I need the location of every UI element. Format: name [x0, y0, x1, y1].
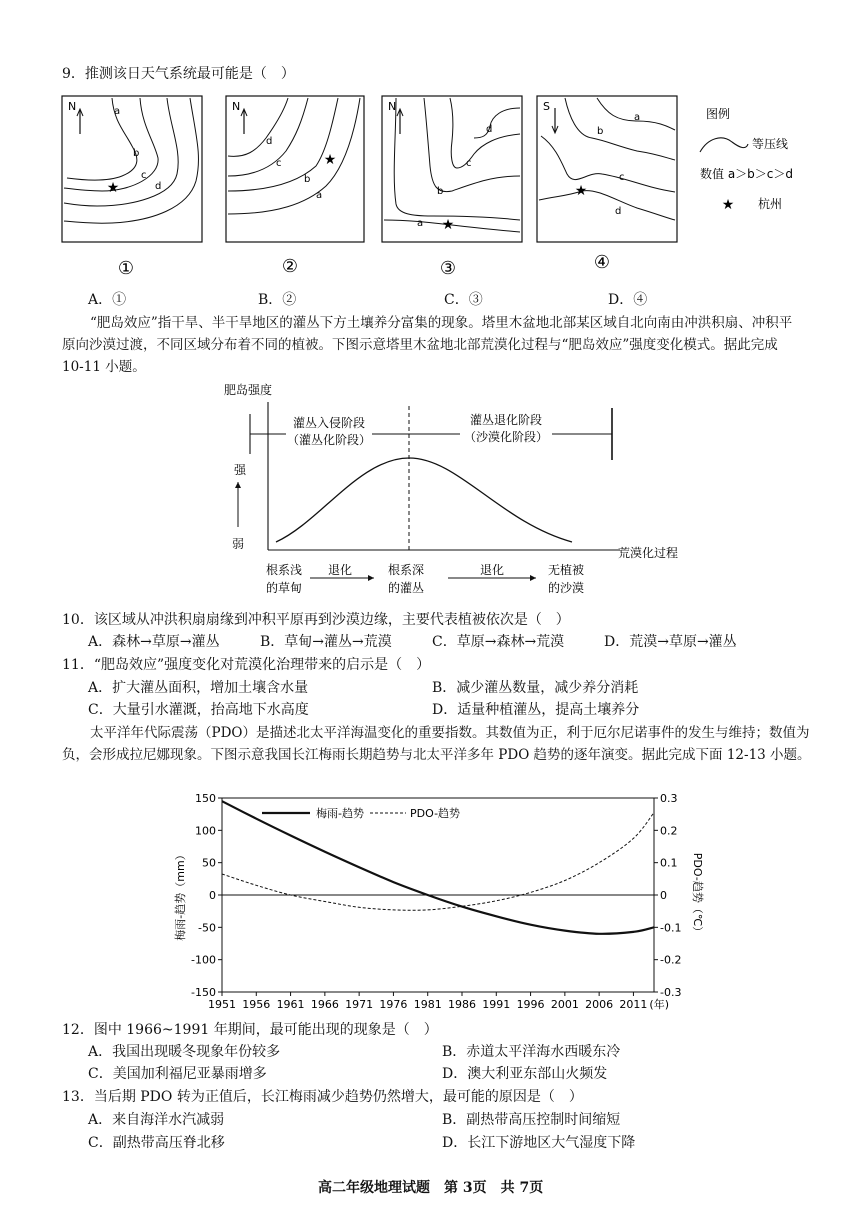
q11-option-b: B．减少灌丛数量，减少养分消耗 — [432, 680, 639, 696]
q9-stem: 9．推测该日天气系统最可能是（ ） — [62, 66, 295, 82]
svg-text:灌丛入侵阶段: 灌丛入侵阶段 — [292, 416, 366, 430]
svg-text:d: d — [266, 136, 273, 147]
page-footer: 高二年级地理试题 第 3页 共 7页 — [318, 1180, 544, 1196]
left-tick-label: 50 — [202, 856, 216, 870]
svg-text:荒漠化过程: 荒漠化过程 — [618, 546, 679, 560]
q12-option-d: D．澳大利亚东部山火频发 — [442, 1066, 608, 1082]
right-tick-label: 0 — [660, 889, 667, 902]
svg-text:退化: 退化 — [480, 563, 505, 577]
x-tick-label: 2001 — [550, 998, 579, 1011]
star-icon: ★ — [441, 217, 455, 233]
svg-text:a: a — [316, 190, 323, 201]
svg-text:④: ④ — [593, 252, 611, 273]
q10-option-c: C．草原→森林→荒漠 — [432, 634, 565, 650]
svg-text:b: b — [437, 186, 444, 197]
q12-option-c: C．美国加利福尼亚暴雨增多 — [88, 1066, 267, 1082]
right-axis — [654, 792, 681, 999]
map-legend — [700, 106, 793, 213]
svg-text:c: c — [276, 158, 282, 169]
svg-text:a: a — [417, 218, 424, 229]
x-tick-label: 1986 — [448, 998, 476, 1011]
q12-option-b: B．赤道太平洋海水西暖东冷 — [442, 1044, 621, 1060]
x-tick-label: 2006 — [585, 998, 614, 1011]
q11-option-d: D．适量种植灌丛，提高土壤养分 — [432, 702, 640, 718]
q9-option-b: B．② — [258, 292, 297, 308]
q13-stem: 13．当后期 PDO 转为正值后，长江梅雨减少趋势仍然增大，最可能的原因是（ ） — [62, 1089, 583, 1105]
x-unit-label: (年) — [649, 998, 670, 1011]
svg-text:a: a — [114, 106, 121, 117]
svg-text:等压线: 等压线 — [752, 137, 789, 151]
svg-text:（灌丛化阶段）: （灌丛化阶段） — [286, 433, 372, 447]
svg-text:c: c — [141, 170, 147, 181]
svg-text:的草甸: 的草甸 — [266, 581, 303, 595]
svg-text:根系深: 根系深 — [388, 563, 425, 577]
x-tick-label: 1966 — [310, 998, 339, 1011]
svg-text:灌丛退化阶段: 灌丛退化阶段 — [469, 413, 543, 427]
x-axis — [208, 992, 669, 1011]
q13-option-a: A．来自海洋水汽减弱 — [88, 1112, 225, 1128]
map-2 — [226, 96, 364, 242]
right-tick-label: 0.3 — [660, 792, 678, 805]
fertile-island-figure — [220, 382, 700, 604]
map-1 — [62, 96, 202, 242]
fertile-island-curve — [276, 458, 572, 542]
left-tick-label: 0 — [209, 889, 216, 902]
series-meiyu-trend — [222, 801, 654, 934]
star-icon: ★ — [106, 180, 120, 196]
legend-pdo-label: PDO-趋势 — [410, 807, 461, 820]
svg-text:S: S — [543, 100, 550, 113]
x-tick-label: 1961 — [276, 998, 305, 1011]
left-tick-label: 100 — [195, 824, 216, 838]
right-tick-label: 0.2 — [660, 824, 678, 838]
chart-legend — [262, 806, 460, 820]
svg-text:c: c — [466, 158, 472, 169]
svg-text:的灌丛: 的灌丛 — [388, 581, 425, 595]
q13-option-b: B．副热带高压控制时间缩短 — [442, 1112, 621, 1128]
ylabel-right: PDO-趋势（℃） — [691, 852, 704, 938]
q10-stem: 10．该区域从冲洪积扇扇缘到冲积平原再到沙漠边缘，主要代表植被依次是（ ） — [62, 612, 570, 628]
left-tick-label: -150 — [191, 986, 216, 999]
isobar-legend-icon — [700, 138, 748, 152]
q9-option-c: C．③ — [444, 292, 483, 308]
right-tick-label: -0.1 — [660, 921, 682, 935]
svg-text:N: N — [388, 100, 397, 113]
x-tick-label: 1976 — [379, 998, 408, 1011]
svg-text:数值 a＞b＞c＞d: 数值 a＞b＞c＞d — [700, 167, 794, 181]
map-3 — [382, 96, 522, 242]
svg-text:b: b — [304, 174, 311, 185]
q9-option-d: D．④ — [608, 292, 648, 308]
legend-meiyu-label: 梅雨-趋势 — [316, 807, 364, 820]
q9-option-a: A．① — [88, 292, 127, 308]
svg-text:②: ② — [281, 256, 299, 277]
x-tick-label: 1996 — [516, 998, 545, 1011]
svg-text:强: 强 — [234, 463, 247, 477]
q10-option-d: D．荒漠→草原→灌丛 — [604, 634, 737, 650]
svg-text:根系浅: 根系浅 — [266, 563, 303, 577]
q10-option-a: A．森林→草原→灌丛 — [88, 634, 220, 650]
svg-text:c: c — [619, 172, 625, 183]
meiyu-pdo-chart — [170, 790, 710, 1020]
left-axis — [191, 792, 222, 999]
intro-pdo: 太平洋年代际震荡（PDO）是描述北太平洋海温变化的重要指数。其数值为正，利于厄尔尼诺事件的发生与维持；数值为负，会形成拉尼娜现象。下图示意我国长江梅雨长期趋势与北太平洋多年 PDO 趋势的逐年演变。据此完成下面 12-13 小题。 — [62, 725, 811, 763]
svg-text:退化: 退化 — [328, 563, 353, 577]
svg-text:弱: 弱 — [232, 537, 245, 551]
left-tick-label: 150 — [195, 792, 216, 805]
q11-stem: 11．“肥岛效应”强度变化对荒漠化治理带来的启示是（ ） — [62, 657, 431, 673]
q11-option-a: A．扩大灌丛面积，增加土壤含水量 — [88, 680, 309, 696]
svg-text:b: b — [133, 148, 140, 159]
svg-text:a: a — [634, 112, 641, 123]
svg-text:d: d — [155, 181, 162, 192]
right-tick-label: 0.1 — [660, 856, 678, 870]
svg-text:（沙漠化阶段）: （沙漠化阶段） — [463, 430, 549, 444]
x-tick-label: 2011 — [619, 998, 648, 1011]
q13-option-d: D．长江下游地区大气湿度下降 — [442, 1135, 636, 1151]
x-tick-label: 1951 — [208, 998, 236, 1011]
q12-option-a: A．我国出现暖冬现象年份较多 — [88, 1044, 281, 1060]
svg-text:的沙漠: 的沙漠 — [548, 581, 585, 595]
q9-maps — [0, 90, 868, 290]
map-4 — [537, 96, 677, 242]
x-tick-label: 1971 — [345, 998, 374, 1011]
svg-text:d: d — [486, 124, 493, 135]
q11-option-c: C．大量引水灌溉，抬高地下水高度 — [88, 702, 309, 718]
x-tick-label: 1956 — [242, 998, 271, 1011]
svg-text:①: ① — [117, 258, 135, 279]
intro-fertile-island: “肥岛效应”指干旱、半干旱地区的灌丛下方土壤养分富集的现象。塔里木盆地北部某区域自北向南由冲洪积扇、冲积平原向沙漠过渡，不同区域分布着不同的植被。下图示意塔里木盆地北部荒漠化过程与“肥岛效应”强度变化模式。据此完成 10-11 小题。 — [62, 315, 793, 375]
ylabel-left: 梅雨-趋势（mm） — [174, 849, 187, 941]
map-1-dir: N — [68, 100, 77, 113]
q10-option-b: B．草甸→灌丛→荒漠 — [260, 634, 392, 650]
svg-text:③: ③ — [439, 258, 457, 279]
q13-option-c: C．副热带高压脊北移 — [88, 1135, 225, 1151]
q12-stem: 12．图中 1966~1991 年期间，最可能出现的现象是（ ） — [62, 1022, 438, 1038]
star-icon: ★ — [323, 152, 337, 168]
svg-text:图例: 图例 — [706, 107, 731, 121]
svg-text:杭州: 杭州 — [758, 197, 783, 211]
svg-text:b: b — [597, 126, 604, 137]
left-tick-label: -100 — [191, 953, 216, 967]
x-tick-label: 1981 — [413, 998, 442, 1011]
right-tick-label: -0.2 — [660, 953, 682, 967]
series-pdo-trend — [222, 813, 654, 911]
star-icon: ★ — [721, 197, 735, 213]
svg-text:无植被: 无植被 — [548, 563, 585, 577]
svg-text:肥岛强度: 肥岛强度 — [224, 383, 273, 397]
svg-text:d: d — [615, 206, 622, 217]
right-tick-label: -0.3 — [660, 986, 682, 999]
svg-text:N: N — [232, 100, 241, 113]
star-icon: ★ — [574, 183, 588, 199]
x-tick-label: 1991 — [482, 998, 511, 1011]
left-tick-label: -50 — [198, 921, 216, 935]
